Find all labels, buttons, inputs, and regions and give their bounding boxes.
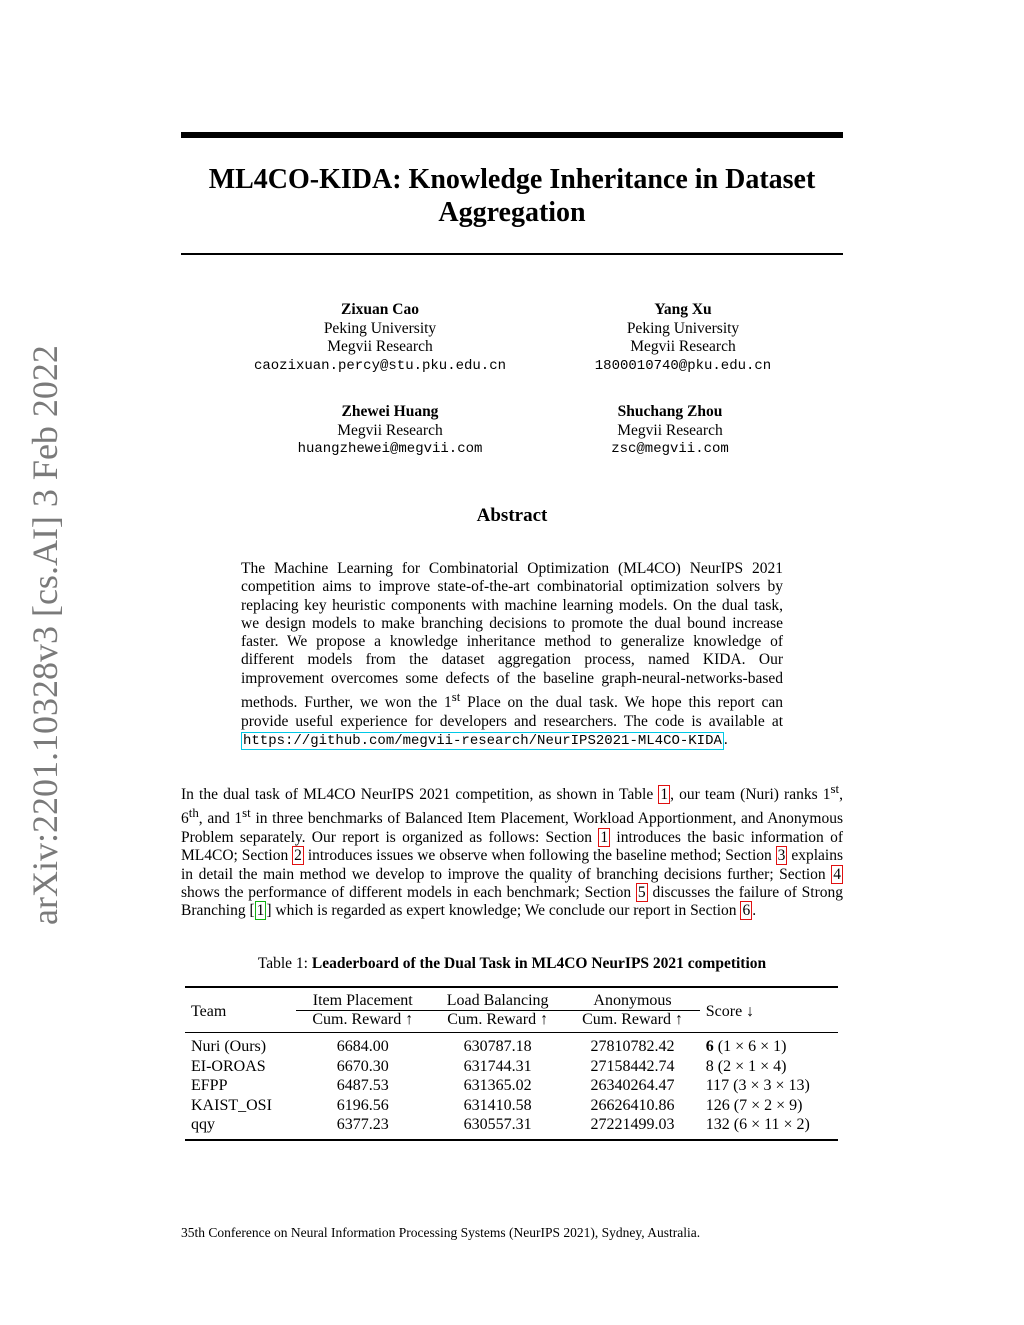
team-cell: EFPP [191,1077,228,1094]
author-email[interactable]: zsc@megvii.com [611,441,729,457]
score-rank: 132 [705,1116,730,1133]
author-name: Zixuan Cao [341,301,419,318]
section-ref-link[interactable]: 2 [294,847,302,865]
ordinal-suffix: st [242,805,251,821]
score-cell [700,1033,838,1057]
section-ref-link[interactable]: 5 [637,883,646,901]
load-balancing-cell: 630557.31 [430,1115,565,1140]
author-affiliation: Megvii Research [337,421,443,439]
intro-text: introduces the basic information of ML4CO; Section [181,828,843,865]
score-cell [700,1115,838,1140]
intro-text: , 6 [181,786,843,828]
author-affiliation: Megvii Research [630,338,736,355]
item-placement-cell: 6684.00 [336,1038,389,1055]
intro-text: shows the performance of different models in each benchmark; Section [181,883,636,901]
item-placement-cell: 6196.56 [336,1096,389,1114]
team-cell: EI-OROAS [191,1057,266,1075]
intro-text: , our team (Nuri) ranks 1 [670,786,831,804]
author-affiliation: Peking University [626,319,740,337]
caption-prefix: Table 1: [257,955,312,972]
author-email[interactable]: huangzhewei@megvii.com [297,441,483,457]
load-balancing-cell: 630787.18 [463,1038,532,1055]
introduction-paragraph [181,780,843,920]
author-affiliation: Peking University [323,319,437,337]
intro-text: . [752,902,757,920]
author-block [240,403,540,459]
score-cell [700,1076,838,1096]
abstract-text-part: Place on the dual task. We hope this report can provide useful experience for developers and researchers. The code is available at [241,694,783,730]
section-ref-link[interactable]: 1 [600,828,609,846]
intro-text: in three benchmarks of Balanced Item Placement, Workload Apportionment, and Anonymous Problem separately. Our report is organized as follows: Section [181,810,843,846]
table-caption [181,955,843,973]
intro-text: , and 1 [198,810,243,828]
anonymous-cell: 27810782.42 [590,1038,675,1055]
col-header-load-balancing: Load Balancing [430,987,565,1011]
score-rank: 6 [705,1038,714,1055]
table-row [185,1076,838,1096]
title-bottom-rule [181,253,843,255]
score-detail: (7 × 2 × 9) [729,1096,803,1114]
leaderboard-table [185,986,838,1141]
intro-text: discusses the failure of Strong Branching [ [181,883,843,920]
score-cell [700,1057,838,1077]
score-rank: 126 [705,1096,730,1114]
team-cell: Nuri (Ours) [191,1038,267,1055]
table-ref-link[interactable]: 1 [660,786,669,804]
author-block [533,301,833,375]
score-cell [700,1096,838,1116]
col-header-item-placement: Item Placement [296,987,430,1011]
team-cell: qqy [185,1115,296,1140]
load-balancing-cell: 631365.02 [463,1077,532,1094]
item-placement-cell: 6377.23 [296,1115,430,1140]
anonymous-cell: 26626410.86 [590,1096,675,1114]
score-detail: (3 × 3 × 13) [729,1077,810,1094]
anonymous-cell: 27158442.74 [590,1057,675,1075]
col-subheader-cum-reward: Cum. Reward ↑ [565,1011,699,1033]
author-name: Zhewei Huang [341,403,439,420]
col-header-team: Team [185,987,296,1033]
abstract-text-part: . [723,730,728,748]
section-ref-link[interactable]: 4 [833,865,841,883]
anonymous-cell: 27221499.03 [565,1115,699,1140]
col-header-score: Score ↓ [700,987,838,1033]
table-row [185,1115,838,1140]
intro-text: introduces issues we observe when following the baseline method; Section [303,847,776,865]
score-detail: (6 × 11 × 2) [729,1116,810,1133]
score-rank: 117 [705,1077,730,1094]
anonymous-cell: 26340264.47 [590,1077,675,1094]
intro-text: ] which is regarded as expert knowledge; We conclude our report in Section [266,902,741,920]
intro-text: In the dual task of ML4CO NeurIPS 2021 competition, as shown in Table [181,786,659,804]
ordinal-suffix: st [830,781,840,796]
table-row [185,1033,838,1057]
caption-title: Leaderboard of the Dual Task in ML4CO NeurIPS 2021 competition [311,955,767,972]
author-block [520,403,820,459]
col-header-anonymous: Anonymous [565,987,699,1011]
conference-footer: 35th Conference on Neural Information Processing Systems (NeurIPS 2021), Sydney, Australia. [181,1225,701,1240]
author-affiliation: Megvii Research [327,338,433,355]
load-balancing-cell: 631744.31 [463,1057,532,1075]
item-placement-cell: 6670.30 [336,1057,389,1075]
author-name: Yang Xu [654,301,712,318]
team-cell: KAIST_OSI [191,1096,272,1114]
author-name: Shuchang Zhou [617,403,723,420]
score-detail: (1 × 6 × 1) [713,1038,787,1055]
citation-link[interactable]: 1 [256,902,265,920]
intro-text: explains in detail the main method we develop to improve the quality of branching decisions further; Section [181,847,843,883]
ordinal-suffix: th [188,805,199,821]
abstract-text [241,560,783,750]
arxiv-sidebar-stamp: arXiv:2201.10328v3 [cs.AI] 3 Feb 2022 [25,345,65,925]
table-row [185,1057,838,1077]
load-balancing-cell: 631410.58 [463,1096,532,1114]
score-detail: (2 × 1 × 4) [713,1057,787,1075]
col-subheader-cum-reward: Cum. Reward ↑ [296,1011,430,1033]
score-rank: 8 [705,1057,714,1075]
author-block [230,301,530,375]
author-email[interactable]: 1800010740@pku.edu.cn [594,357,772,374]
paper-title [181,163,843,229]
title-top-rule [181,132,843,138]
col-subheader-cum-reward: Cum. Reward ↑ [430,1011,565,1033]
ordinal-suffix: st [451,689,461,705]
author-email[interactable]: caozixuan.percy@stu.pku.edu.cn [253,357,507,374]
item-placement-cell: 6487.53 [336,1077,389,1094]
title-line-1: ML4CO-KIDA: Knowledge Inheritance in Dataset [208,164,816,195]
title-line-2: Aggregation [438,197,586,228]
section-ref-link[interactable]: 6 [742,902,751,920]
section-ref-link[interactable]: 3 [777,847,786,865]
table-row [185,1096,838,1116]
abstract-heading: Abstract [476,505,548,526]
code-repository-link[interactable]: https://github.com/megvii-research/NeurIPS2021-ML4CO-KIDA [243,732,722,749]
author-affiliation: Megvii Research [617,421,723,439]
abstract-text-part: The Machine Learning for Combinatorial Optimization (ML4CO) NeurIPS 2021 competition aims to improve state-of-the-art combinatorial optimization solvers by replacing key heuristic components with machine learning models. On the dual task, we design models to make branching decisions to promote the dual bound increase faster. We propose a knowledge inheritance method to generalize knowledge of different models from the dataset aggregation process, named KIDA. Our improvement overcomes some defects of the baseline graph-neural-networks-based methods. Further, we won the 1 [241,560,783,712]
